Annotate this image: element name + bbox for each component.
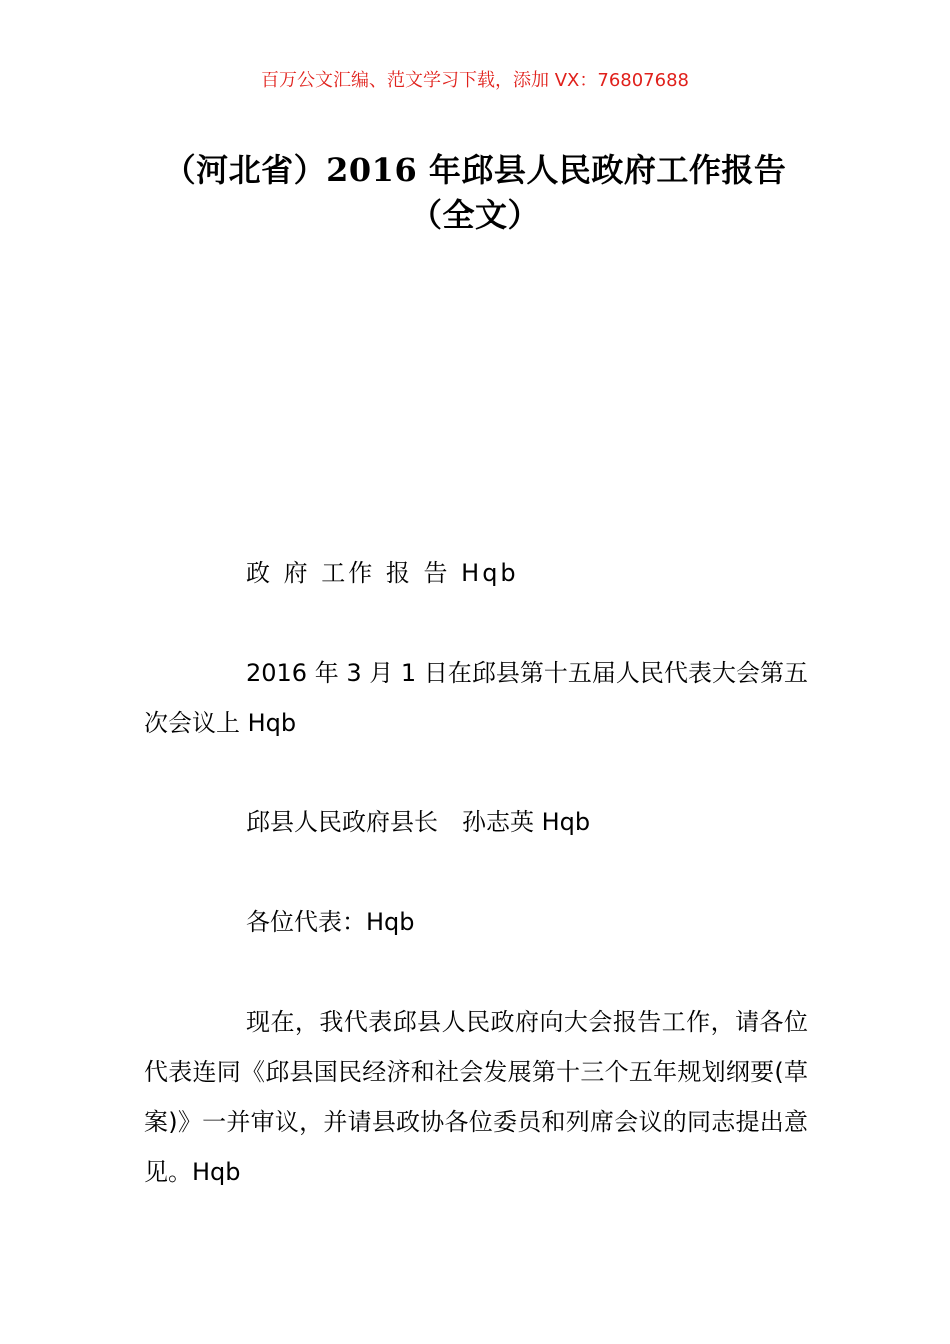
opening-paragraph: 现在，我代表邱县人民政府向大会报告工作，请各位代表连同《邱县国民经济和社会发展第十三个五年规划纲要(草案)》一并审议，并请县政协各位委员和列席会议的同志提出意见。Hqb bbox=[144, 1008, 808, 1186]
date-line: 2016 年 3 月 1 日在邱县第十五届人民代表大会第五次会议上 Hqb bbox=[144, 659, 808, 737]
report-heading: 政 府 工作 报 告 Hqb bbox=[246, 559, 519, 587]
document-title bbox=[130, 148, 820, 238]
speaker-line: 邱县人民政府县长 孙志英 Hqb bbox=[246, 808, 591, 836]
header-promo-note: 百万公文汇编、范文学习下载，添加 VX：76807688 bbox=[261, 70, 689, 91]
title-line-2: （全文） bbox=[409, 196, 540, 234]
salutation: 各位代表：Hqb bbox=[246, 908, 415, 936]
title-line-1: （河北省）2016 年邱县人民政府工作报告 bbox=[163, 151, 787, 189]
